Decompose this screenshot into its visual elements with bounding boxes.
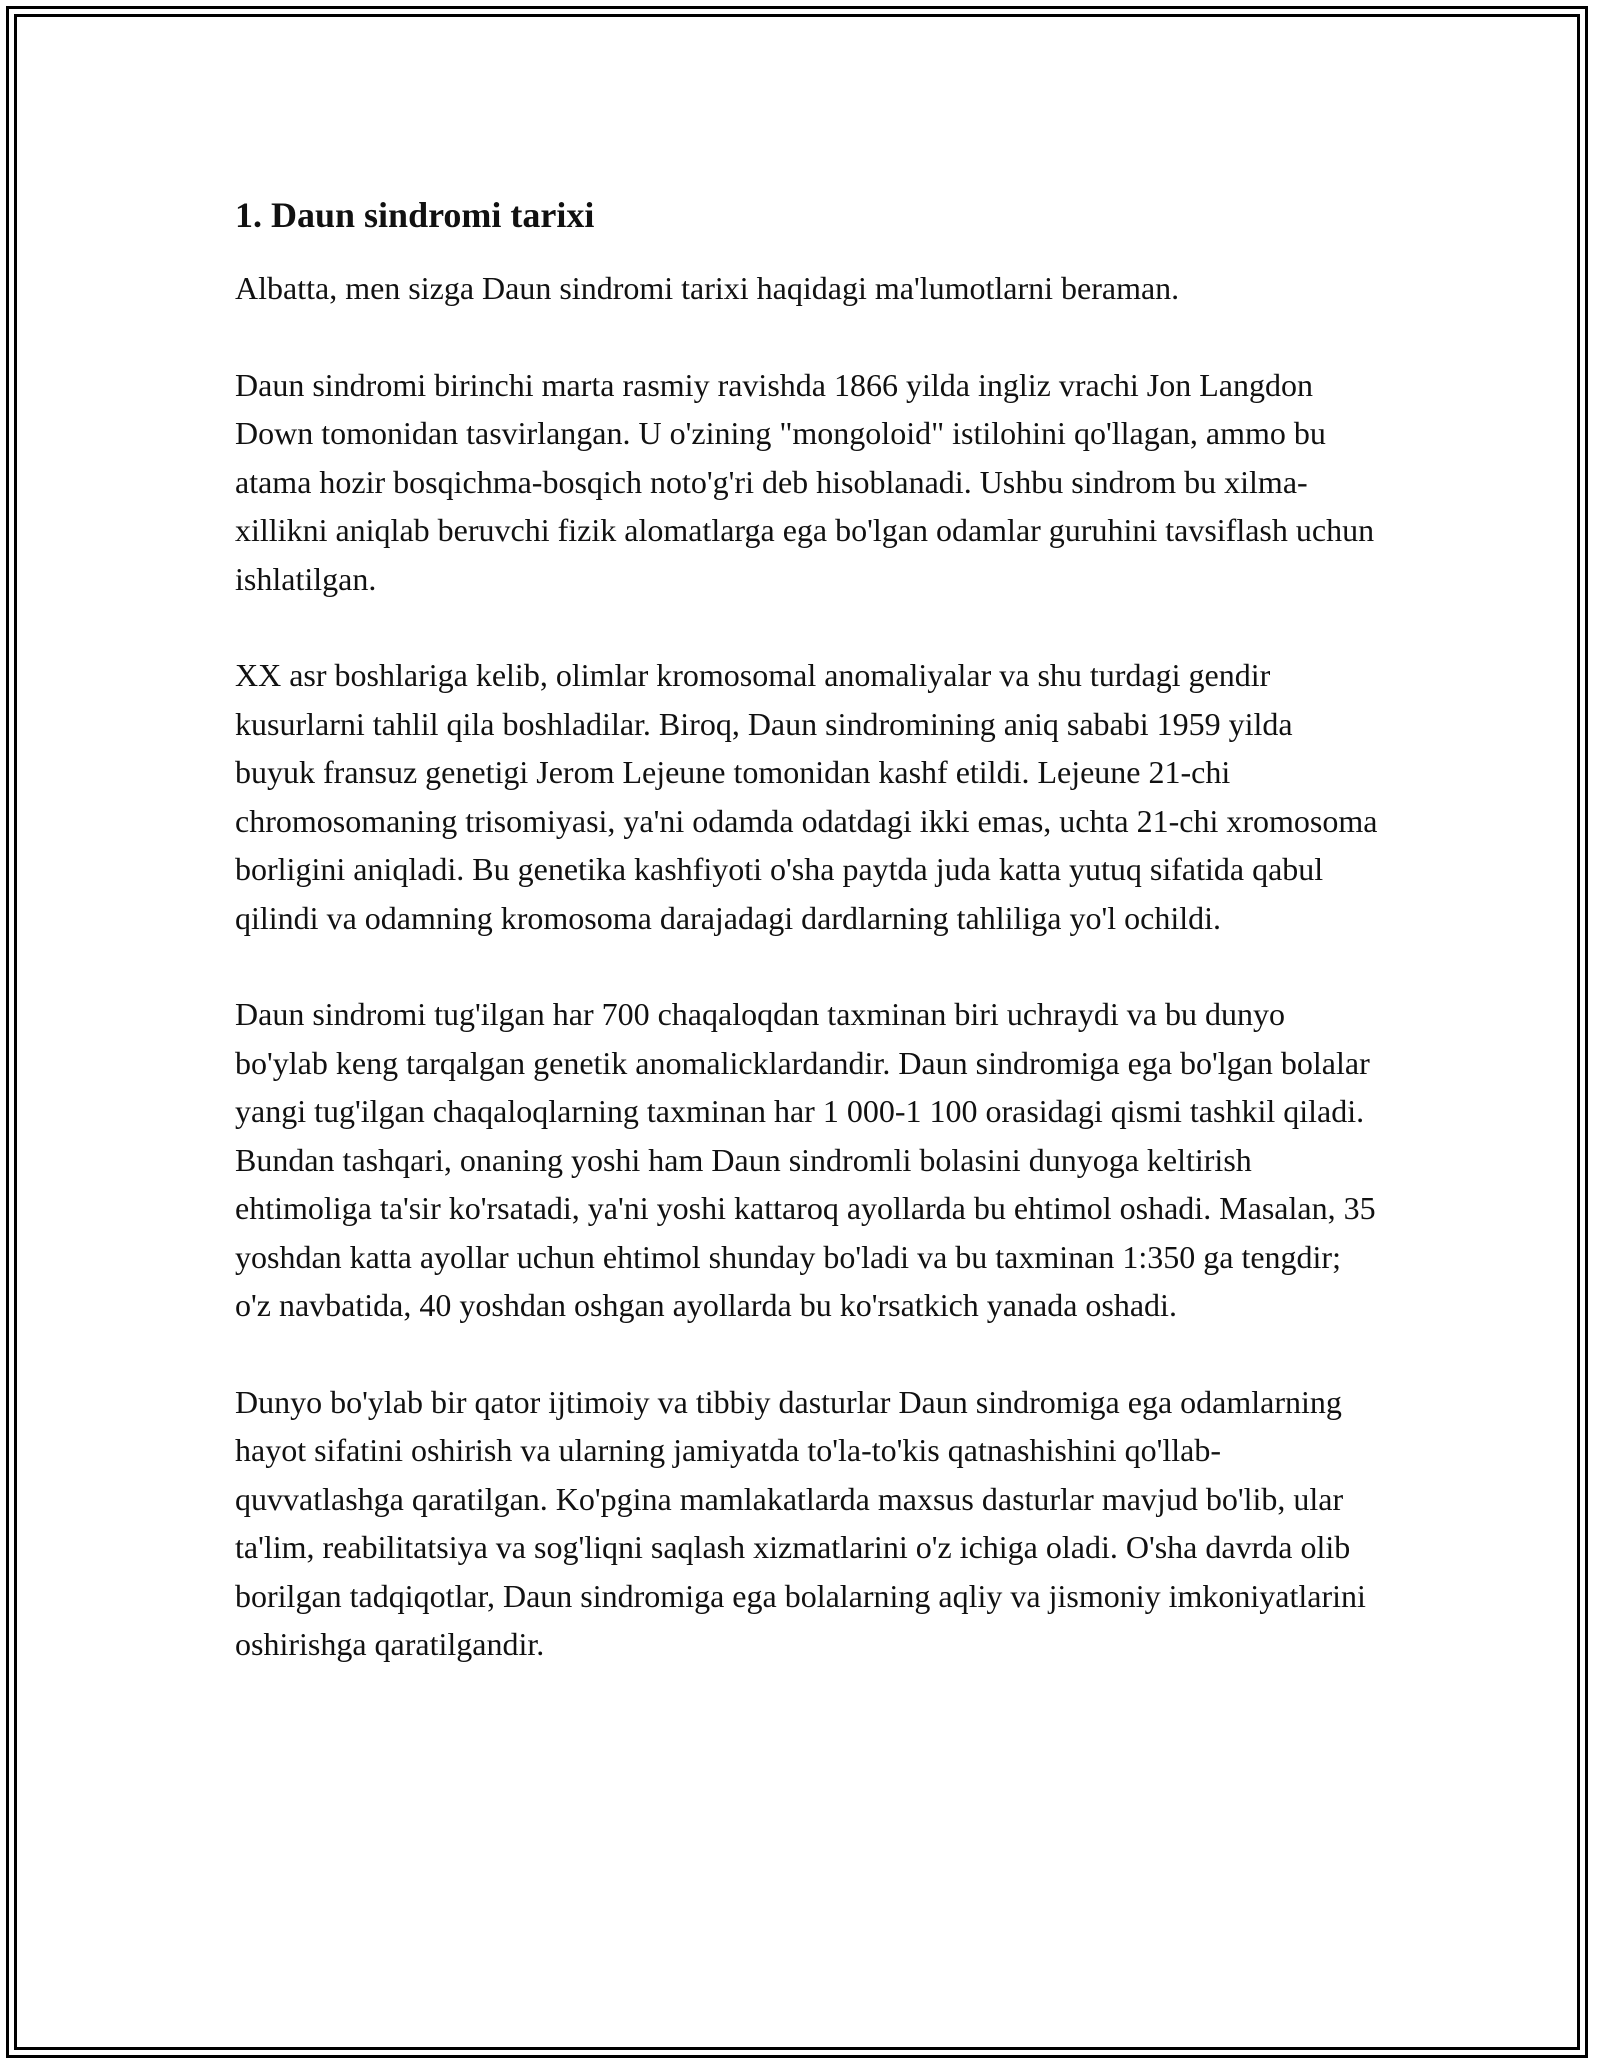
intro-paragraph: Albatta, men sizga Daun sindromi tarixi haqidagi ma'lumotlarni beraman.: [235, 270, 1180, 306]
prevalence-paragraph: Daun sindromi tug'ilgan har 700 chaqaloqdan taxminan biri uchraydi va bu dunyo bo'ylab keng tarqalgan genetik anomalicklardandir. Daun sindromiga ega bo'lgan bolalar yangi tug'ilgan chaqaloqlarning taxminan har 1 000-1 100 orasidagi qismi tashkil qiladi. Bundan tashqari, onaning yoshi ham Daun sindromli bolasini dunyoga keltirish ehtimoliga ta'sir ko'rsatadi, ya'ni yoshi kattaroq ayollarda bu ehtimol oshadi. Masalan, 35 yoshdan katta ayollar uchun ehtimol shunday bo'ladi va bu taxminan 1:350 ga tengdir; o'z navbatida, 40 yoshdan oshgan ayollarda bu ko'rsatkich yanada oshadi.: [235, 996, 1376, 1323]
programs-paragraph: Dunyo bo'ylab bir qator ijtimoiy va tibbiy dasturlar Daun sindromiga ega odamlarning hayot sifatini oshirish va ularning jamiyatda to'la-to'kis qatnashishini qo'llab-quvvatlashga qaratilgan. Ko'pgina mamlakatlarda maxsus dasturlar mavjud bo'lib, ular ta'lim, reabilitatsiya va sog'liqni saqlash xizmatlarini o'z ichiga oladi. O'sha davrda olib borilgan tadqiqotlar, Daun sindromiga ega bolalarning aqliy va jismoniy imkoniyatlarini oshirishga qaratilgandir.: [235, 1383, 1366, 1662]
section-heading: 1. Daun sindromi tarixi: [235, 195, 595, 235]
document-body: [235, 186, 1380, 1717]
history-paragraph: Daun sindromi birinchi marta rasmiy ravishda 1866 yilda ingliz vrachi Jon Langdon Down tomonidan tasvirlangan. U o'zining "mongoloid" istilohini qo'llagan, ammo bu atama hozir bosqichma-bosqich noto'g'ri deb hisoblanadi. Ushbu sindrom bu xilma-xillikni aniqlab beruvchi fizik alomatlarga ega bo'lgan odamlar guruhini tavsiflash uchun ishlatilgan.: [235, 366, 1375, 597]
genetics-paragraph: XX asr boshlariga kelib, olimlar kromosomal anomaliyalar va shu turdagi gendir kusurlarni tahlil qila boshladilar. Biroq, Daun sindromining aniq sababi 1959 yilda buyuk fransuz genetigi Jerom Lejeune tomonidan kashf etildi. Lejeune 21-chi chromosomaning trisomiyasi, ya'ni odamda odatdagi ikki emas, uchta 21-chi xromosoma borligini aniqladi. Bu genetika kashfiyoti o'sha paytda juda katta yutuq sifatida qabul qilindi va odamning kromosoma darajadagi dardlarning tahliliga yo'l ochildi.: [235, 657, 1378, 936]
